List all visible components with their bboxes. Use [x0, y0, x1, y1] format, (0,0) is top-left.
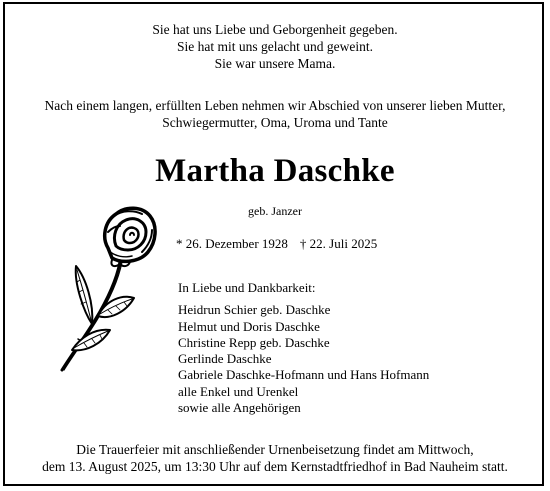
birth-name: geb. Janzer	[248, 204, 302, 218]
mourner-name: alle Enkel und Urenkel	[178, 383, 299, 399]
farewell-line: Nach einem langen, erfüllten Leben nehmen wir Abschied von unserer lieben Mutter,	[44, 98, 506, 113]
mourner-name: Christine Repp geb. Daschke	[178, 334, 330, 350]
mourners-intro: In Liebe und Dankbarkeit:	[178, 280, 316, 295]
funeral-line: dem 13. August 2025, um 13:30 Uhr auf dem Kernstadtfriedhof in Bad Nauheim statt.	[42, 459, 508, 474]
mourner-name: sowie alle Angehörigen	[178, 400, 301, 416]
deceased-name: Martha Daschke	[155, 153, 395, 189]
life-dates	[176, 235, 377, 252]
mourners-list	[178, 280, 429, 416]
funeral-line: Die Trauerfeier mit anschließender Urnenbeisetzung findet am Mittwoch,	[76, 442, 474, 457]
mourner-name: Gerlinde Daschke	[178, 351, 272, 367]
death-date: † 22. Juli 2025	[299, 236, 378, 251]
mourner-name: Heidrun Schier geb. Daschke	[178, 302, 331, 318]
mourner-name: Helmut und Doris Daschke	[178, 318, 320, 334]
intro-line: Sie war unsere Mama.	[214, 56, 336, 71]
birth-date: * 26. Dezember 1928	[176, 236, 288, 251]
farewell-line: Schwiegermutter, Oma, Uroma und Tante	[162, 115, 388, 130]
intro-line: Sie hat uns Liebe und Geborgenheit gegeben.	[152, 22, 398, 37]
mourner-name: Gabriele Daschke-Hofmann und Hans Hofmann	[178, 367, 430, 383]
rose-icon	[50, 202, 162, 374]
intro-line: Sie hat mit uns gelacht und geweint.	[176, 39, 374, 54]
